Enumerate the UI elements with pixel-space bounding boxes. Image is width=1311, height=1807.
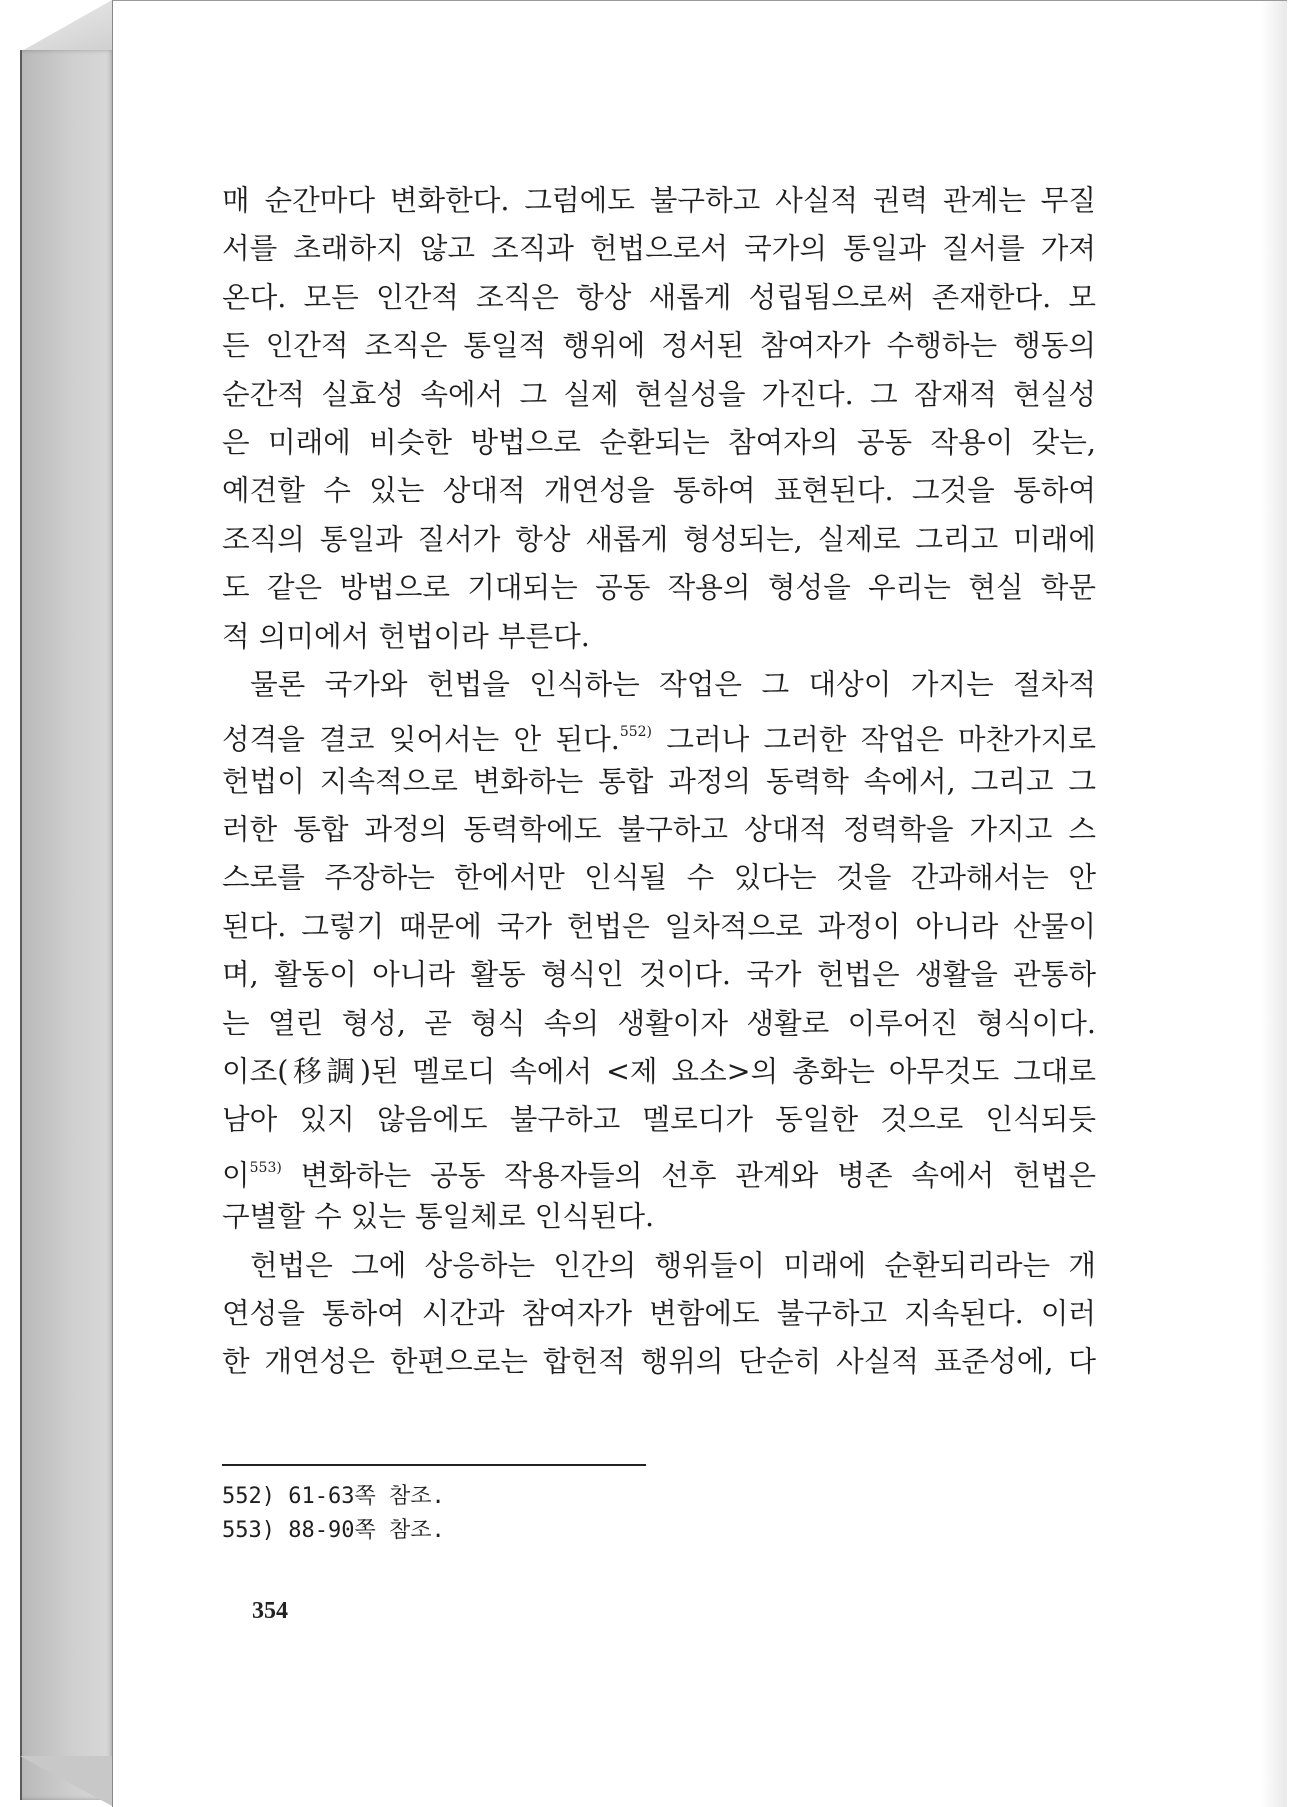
page-number: 354	[252, 1598, 288, 1624]
text-line: 조직의 통일과 질서가 항상 새롭게 형성되는, 실제로 그리고 미래에	[222, 521, 1096, 556]
book-spine	[20, 50, 114, 1800]
text-line: 러한 통합 과정의 동력학에도 불구하고 상대적 정력학을 가지고 스	[222, 812, 1096, 847]
text-line-with-footnote: 이$^{553)}$ 변화하는 공동 작용자들의 선후 관계와 병존 속에서 헌법은	[222, 1157, 1096, 1192]
footnote-ref-552: 552)	[619, 724, 653, 741]
footnote-553: 553) 88-90쪽 참조.	[222, 1518, 445, 1543]
book-edge-top	[20, 0, 112, 52]
footnote-ref-553: 553)	[249, 1159, 282, 1176]
text-line: 스로를 주장하는 한에서만 인식될 수 있다는 것을 간과해서는 안	[222, 860, 1096, 895]
body-text	[222, 176, 1096, 1386]
text-line: 든 인간적 조직은 통일적 행위에 정서된 참여자가 수행하는 행동의	[222, 328, 1096, 363]
text-line: 구별할 수 있는 통일체로 인식된다.	[222, 1199, 655, 1234]
text-line: 매 순간마다 변화한다. 그럼에도 불구하고 사실적 권력 관계는 무질	[222, 183, 1096, 217]
text-line: 남아 있지 않음에도 불구하고 멜로디가 동일한 것으로 인식되듯	[222, 1102, 1096, 1137]
text-line: 이조(移調)된 멜로디 속에서 <제 요소>의 총화는 아무것도 그대로	[222, 1054, 1096, 1089]
text-line: 은 미래에 비슷한 방법으로 순환되는 참여자의 공동 작용이 갖는,	[222, 424, 1096, 459]
text-line: 서를 초래하지 않고 조직과 헌법으로서 국가의 통일과 질서를 가져	[222, 231, 1096, 266]
footnote-divider	[222, 1464, 646, 1466]
text-line: 헌법은 그에 상응하는 인간의 행위들이 미래에 순환되리라는 개	[250, 1247, 1096, 1282]
text-line: 온다. 모든 인간적 조직은 항상 새롭게 성립됨으로써 존재한다. 모	[222, 279, 1096, 314]
text-line: 된다. 그렇기 때문에 국가 헌법은 일차적으로 과정이 아니라 산물이	[222, 908, 1096, 943]
text-line-with-footnote: 성격을 결코 잊어서는 안 된다.$^{552)}$ 그러나 그러한 작업은 마찬가지로	[222, 722, 1096, 757]
text-line: 는 열린 형성, 곧 형식 속의 생활이자 생활로 이루어진 형식이다.	[222, 1005, 1096, 1040]
text-line: 순간적 실효성 속에서 그 실제 현실성을 가진다. 그 잠재적 현실성	[222, 376, 1096, 411]
text-line: 물론 국가와 헌법을 인식하는 작업은 그 대상이 가지는 절차적	[250, 666, 1096, 701]
text-line: 연성을 통하여 시간과 참여자가 변함에도 불구하고 지속된다. 이러	[222, 1295, 1096, 1330]
text-line: 며, 활동이 아니라 활동 형식인 것이다. 국가 헌법은 생활을 관통하	[222, 957, 1096, 992]
text-line: 헌법이 지속적으로 변화하는 통합 과정의 동력학 속에서, 그리고 그	[222, 763, 1096, 798]
footnotes	[222, 1480, 445, 1548]
text-line: 적 의미에서 헌법이라 부른다.	[222, 618, 590, 653]
text-line: 예견할 수 있는 상대적 개연성을 통하여 표현된다. 그것을 통하여	[222, 473, 1096, 508]
footnote-552: 552) 61-63쪽 참조.	[222, 1484, 445, 1509]
text-line: 도 같은 방법으로 기대되는 공동 작용의 형성을 우리는 현실 학문	[222, 570, 1096, 605]
text-line: 한 개연성은 한편으로는 합헌적 행위의 단순히 사실적 표준성에, 다	[222, 1344, 1096, 1379]
